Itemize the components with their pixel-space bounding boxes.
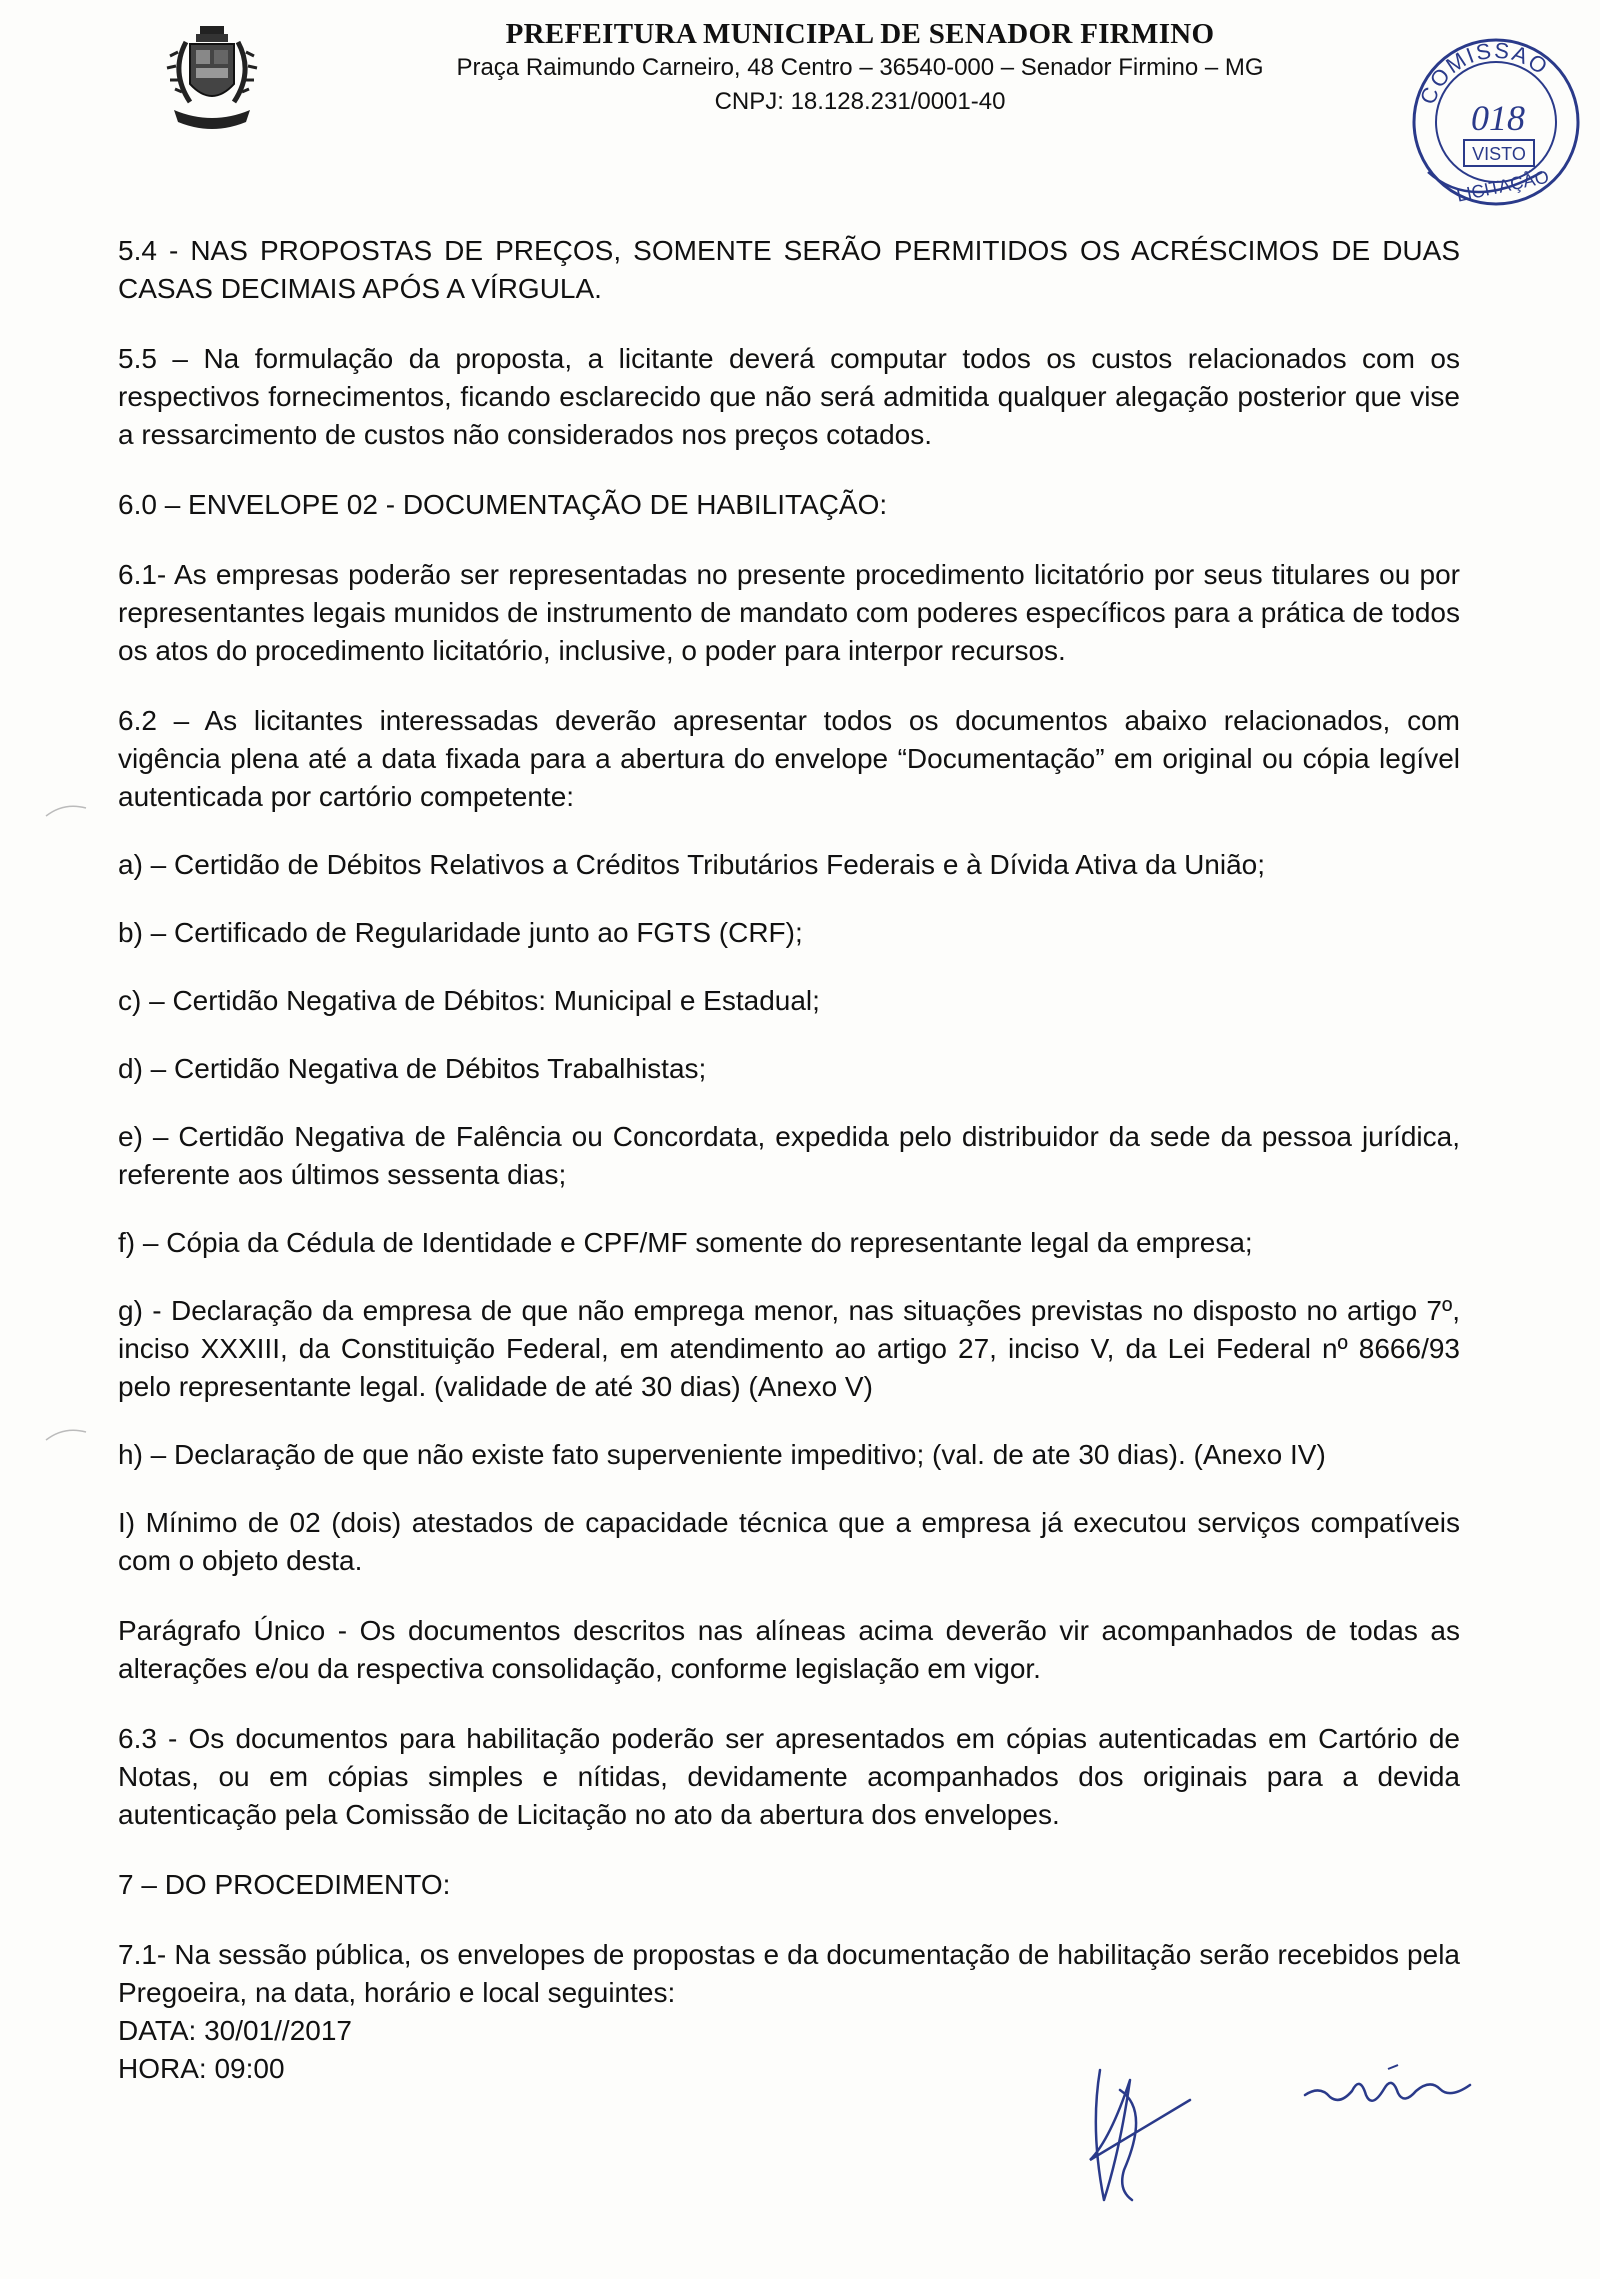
paragraph-5-4: 5.4 - NAS PROPOSTAS DE PREÇOS, SOMENTE SERÃO PERMITIDOS OS ACRÉSCIMOS DE DUAS CASAS DECIMAIS APÓS A VÍRGULA. (118, 235, 1460, 304)
signature-mark (1060, 2050, 1200, 2210)
list-item-d: d) – Certidão Negativa de Débitos Trabalhistas; (118, 1053, 707, 1084)
stamp-middle-text: VISTO (1472, 144, 1526, 164)
scan-mark-bottom (44, 1424, 88, 1444)
list-item-e: e) – Certidão Negativa de Falência ou Concordata, expedida pelo distribuidor da sede da pessoa jurídica, referente aos últimos sessenta dias; (118, 1121, 1460, 1190)
list-item-f: f) – Cópia da Cédula de Identidade e CPF/MF somente do representante legal da empresa; (118, 1227, 1253, 1258)
municipal-crest-icon (160, 22, 264, 142)
heading-6-0: 6.0 – ENVELOPE 02 - DOCUMENTAÇÃO DE HABILITAÇÃO: (118, 489, 888, 520)
paragraph-5-5: 5.5 – Na formulação da proposta, a licitante deverá computar todos os custos relacionados com os respectivos fornecimentos, ficando esclarecido que não será admitida qualquer alegação posterior que vise a ressarcimento de custos não considerados nos preços cotados. (118, 343, 1460, 450)
header-address: Praça Raimundo Carneiro, 48 Centro – 36540-000 – Senador Firmino – MG (456, 54, 1264, 81)
list-item-a: a) – Certidão de Débitos Relativos a Créditos Tributários Federais e à Dívida Ativa da União; (118, 849, 1266, 880)
paragraph-6-3: 6.3 - Os documentos para habilitação poderão ser apresentados em cópias autenticadas em Cartório de Notas, ou em cópias simples e nítidas, devidamente acompanhados dos originais para a devida autenticação pela Comissão de Licitação no ato da abertura dos envelopes. (118, 1723, 1460, 1830)
stamp-bottom-text: LICITAÇÃO (1454, 166, 1551, 206)
stamp-number: 018 (1471, 98, 1525, 138)
list-item-c: c) – Certidão Negativa de Débitos: Municipal e Estadual; (118, 985, 820, 1016)
session-date: DATA: 30/01//2017 (118, 2015, 352, 2046)
header-cnpj: CNPJ: 18.128.231/0001-40 (714, 88, 1006, 115)
commission-stamp (1392, 22, 1600, 222)
list-item-h: h) – Declaração de que não existe fato superveniente impeditivo; (val. de ate 30 dias). (Anexo IV) (118, 1439, 1326, 1470)
session-time: HORA: 09:00 (118, 2053, 285, 2084)
list-item-i: I) Mínimo de 02 (dois) atestados de capacidade técnica que a empresa já executou serviços compatíveis com o objeto desta. (118, 1507, 1460, 1576)
list-item-b: b) – Certificado de Regularidade junto ao FGTS (CRF); (118, 917, 803, 948)
paragraph-6-1: 6.1- As empresas poderão ser representadas no presente procedimento licitatório por seus titulares ou por representantes legais munidos de instrumento de mandato com poderes específicos para a prática de todos os atos do procedimento licitatório, inclusive, o poder para interpor recursos. (118, 559, 1460, 666)
document-body (118, 232, 1460, 2088)
header-title: PREFEITURA MUNICIPAL DE SENADOR FIRMINO (505, 18, 1215, 50)
stamp-top-text: COMISSÃO (1414, 37, 1554, 108)
scan-mark-top (44, 800, 88, 820)
heading-7: 7 – DO PROCEDIMENTO: (118, 1869, 451, 1900)
signature-initials (1300, 2055, 1480, 2115)
paragraph-7-1: 7.1- Na sessão pública, os envelopes de propostas e da documentação de habilitação serão recebidos pela Pregoeira, na data, horário e local seguintes: (118, 1939, 1460, 2008)
paragraph-unico: Parágrafo Único - Os documentos descritos nas alíneas acima deverão vir acompanhados de todas as alterações e/ou da respectiva consolidação, conforme legislação em vigor. (118, 1615, 1460, 1684)
paragraph-6-2: 6.2 – As licitantes interessadas deverão apresentar todos os documentos abaixo relacionados, com vigência plena até a data fixada para a abertura do envelope “Documentação” em original ou cópia legível autenticada por cartório competente: (118, 705, 1460, 812)
list-item-g: g) - Declaração da empresa de que não emprega menor, nas situações previstas no disposto no artigo 7º, inciso XXXIII, da Constituição Federal, em atendimento ao artigo 27, inciso V, da Lei Federal nº 8666/93 pelo representante legal. (validade de até 30 dias) (Anexo V) (118, 1295, 1460, 1402)
